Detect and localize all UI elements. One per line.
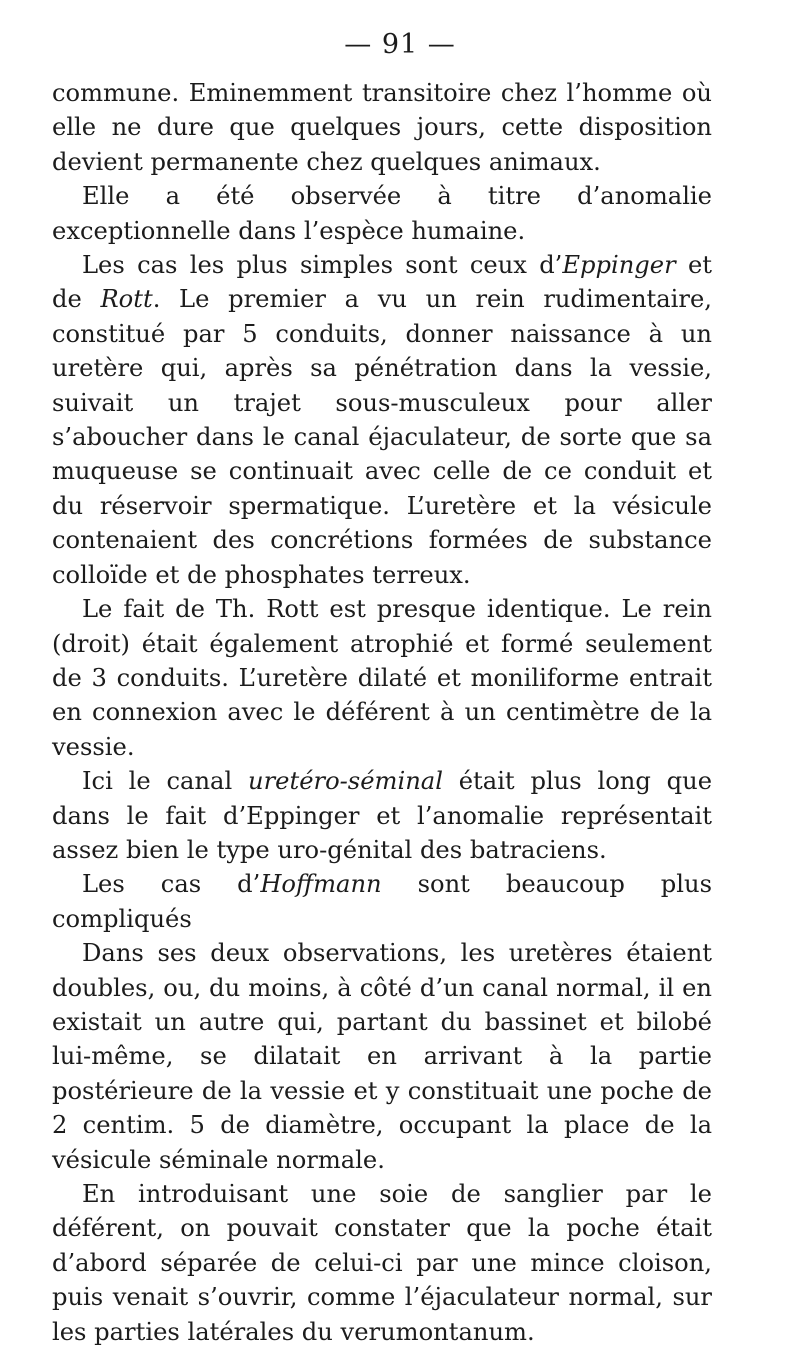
paragraph-5-text-a: Ici le canal <box>82 767 249 796</box>
body-text <box>52 76 712 1349</box>
paragraph-6-text-a: Les cas d’ <box>82 870 261 899</box>
paragraph-3-text-c: . Le premier a vu un rein rudimentaire, constitué par 5 conduits, donner naissance à un uretère qui, après sa pénétration dans la vessie, suivait un trajet sous-musculeux pour aller s’aboucher dans le canal éjaculateur, de sorte que sa muqueuse se continuait avec celle de ce conduit et du réservoir spermatique. L’uretère et la vésicule contenaient des concrétions formées de substance colloïde et de phosphates terreux. <box>52 285 712 589</box>
author-name-rott: Rott <box>100 285 153 314</box>
page-number: — 91 — <box>344 29 456 60</box>
paragraph-1: commune. Eminemment transitoire chez l’homme où elle ne dure que quelques jours, cette disposition devient permanente chez quelques animaux. <box>52 79 712 176</box>
paragraph-3-text-a: Les cas les plus simples sont ceux d’ <box>82 251 563 280</box>
paragraph-2: Elle a été observée à titre d’anomalie exceptionnelle dans l’espèce humaine. <box>52 182 712 245</box>
paragraph-6 <box>52 867 712 936</box>
paragraph-3-text-b: et de <box>52 251 712 314</box>
term-uretero-seminal: uretéro-séminal <box>248 767 443 796</box>
paragraph-3 <box>52 248 712 592</box>
paragraph-5-text-b: était plus long que dans le fait d’Eppinger et l’anomalie représentait assez bien le type uro-génital des batraciens. <box>52 767 713 864</box>
author-name-eppinger: Eppinger <box>562 251 676 280</box>
paragraph-8: En introduisant une soie de sanglier par le déférent, on pouvait constater que la poche était d’abord séparée de celui-ci par une mince cloison, puis venait s’ouvrir, comme l’éjaculateur normal, sur les parties latérales du verumontanum. <box>52 1180 712 1346</box>
paragraph-4: Le fait de Th. Rott est presque identique. Le rein (droit) était également atrophié et formé seulement de 3 conduits. L’uretère dilaté et moniliforme entrait en connexion avec le déférent à un centimètre de la vessie. <box>52 595 712 761</box>
author-name-hoffmann: Hoffmann <box>260 870 382 899</box>
paragraph-6-text-b: sont beaucoup plus compliqués <box>52 870 713 933</box>
paragraph-5 <box>52 764 712 867</box>
paragraph-7: Dans ses deux observations, les uretères étaient doubles, ou, du moins, à côté d’un canal normal, il en existait un autre qui, partant du bassinet et bilobé lui-même, se dilatait en arrivant à la partie postérieure de la vessie et y constituait une poche de 2 centim. 5 de diamètre, occupant la place de la vésicule séminale normale. <box>52 939 712 1174</box>
